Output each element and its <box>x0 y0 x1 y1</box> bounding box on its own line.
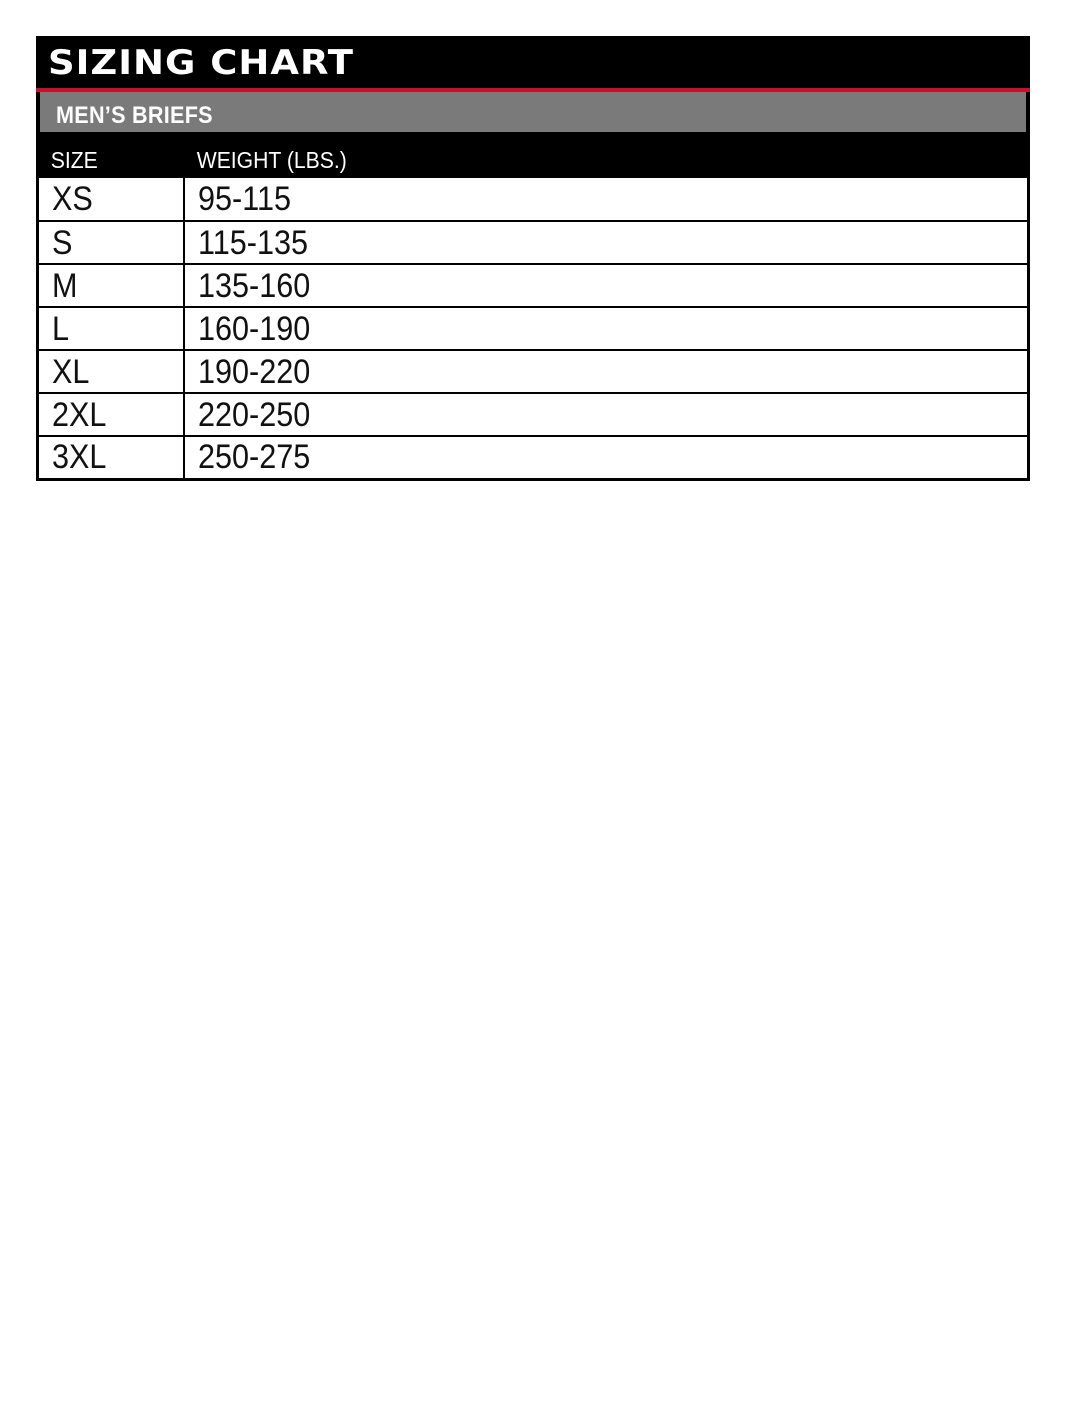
subtitle-bar <box>36 92 1030 132</box>
chart-title: SIZING CHART <box>48 42 355 82</box>
size-cell: 2XL <box>38 393 184 436</box>
title-bar <box>36 36 1030 88</box>
weight-cell: 160-190 <box>184 307 1029 350</box>
size-table <box>36 178 1030 481</box>
size-cell: XL <box>38 350 184 393</box>
table-row <box>38 350 1029 393</box>
size-cell: S <box>38 221 184 264</box>
table-row <box>38 436 1029 479</box>
table-row <box>38 178 1029 221</box>
sizing-chart <box>36 36 1030 481</box>
size-cell: L <box>38 307 184 350</box>
size-cell: XS <box>38 178 184 221</box>
table-row <box>38 221 1029 264</box>
size-cell: 3XL <box>38 436 184 479</box>
column-header-size: SIZE <box>50 147 98 173</box>
weight-cell: 95-115 <box>184 178 1029 221</box>
table-row <box>38 264 1029 307</box>
weight-cell: 250-275 <box>197 438 310 477</box>
weight-cell: 115-135 <box>184 221 1029 264</box>
column-header-row <box>36 132 1030 178</box>
weight-cell: 220-250 <box>184 393 1029 436</box>
column-header-weight: WEIGHT (LBS.) <box>196 147 347 173</box>
size-cell: M <box>38 264 184 307</box>
table-row <box>38 307 1029 350</box>
weight-cell: 135-160 <box>184 264 1029 307</box>
chart-subtitle: MEN’S BRIEFS <box>56 102 213 129</box>
weight-cell: 190-220 <box>184 350 1029 393</box>
table-row <box>38 393 1029 436</box>
